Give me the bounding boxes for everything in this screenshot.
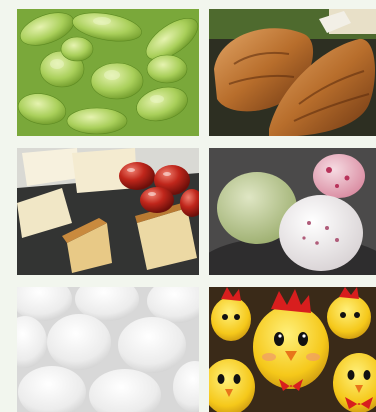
edamame-photo-tile[interactable] <box>17 9 199 136</box>
yellow-chick-mascots-photo <box>209 287 376 412</box>
cheese-and-tomato-photo <box>17 148 199 275</box>
ice-cream-photo-tile[interactable] <box>209 148 376 275</box>
grilled-chicken-photo-tile[interactable] <box>209 9 376 136</box>
yellow-chick-mascots-photo-tile[interactable] <box>209 287 376 412</box>
white-buns-photo <box>17 287 199 412</box>
ice-cream-photo <box>209 148 376 275</box>
white-buns-photo-tile[interactable] <box>17 287 199 412</box>
edamame-photo <box>17 9 199 136</box>
cheese-and-tomato-photo-tile[interactable] <box>17 148 199 275</box>
grilled-chicken-photo <box>209 9 376 136</box>
